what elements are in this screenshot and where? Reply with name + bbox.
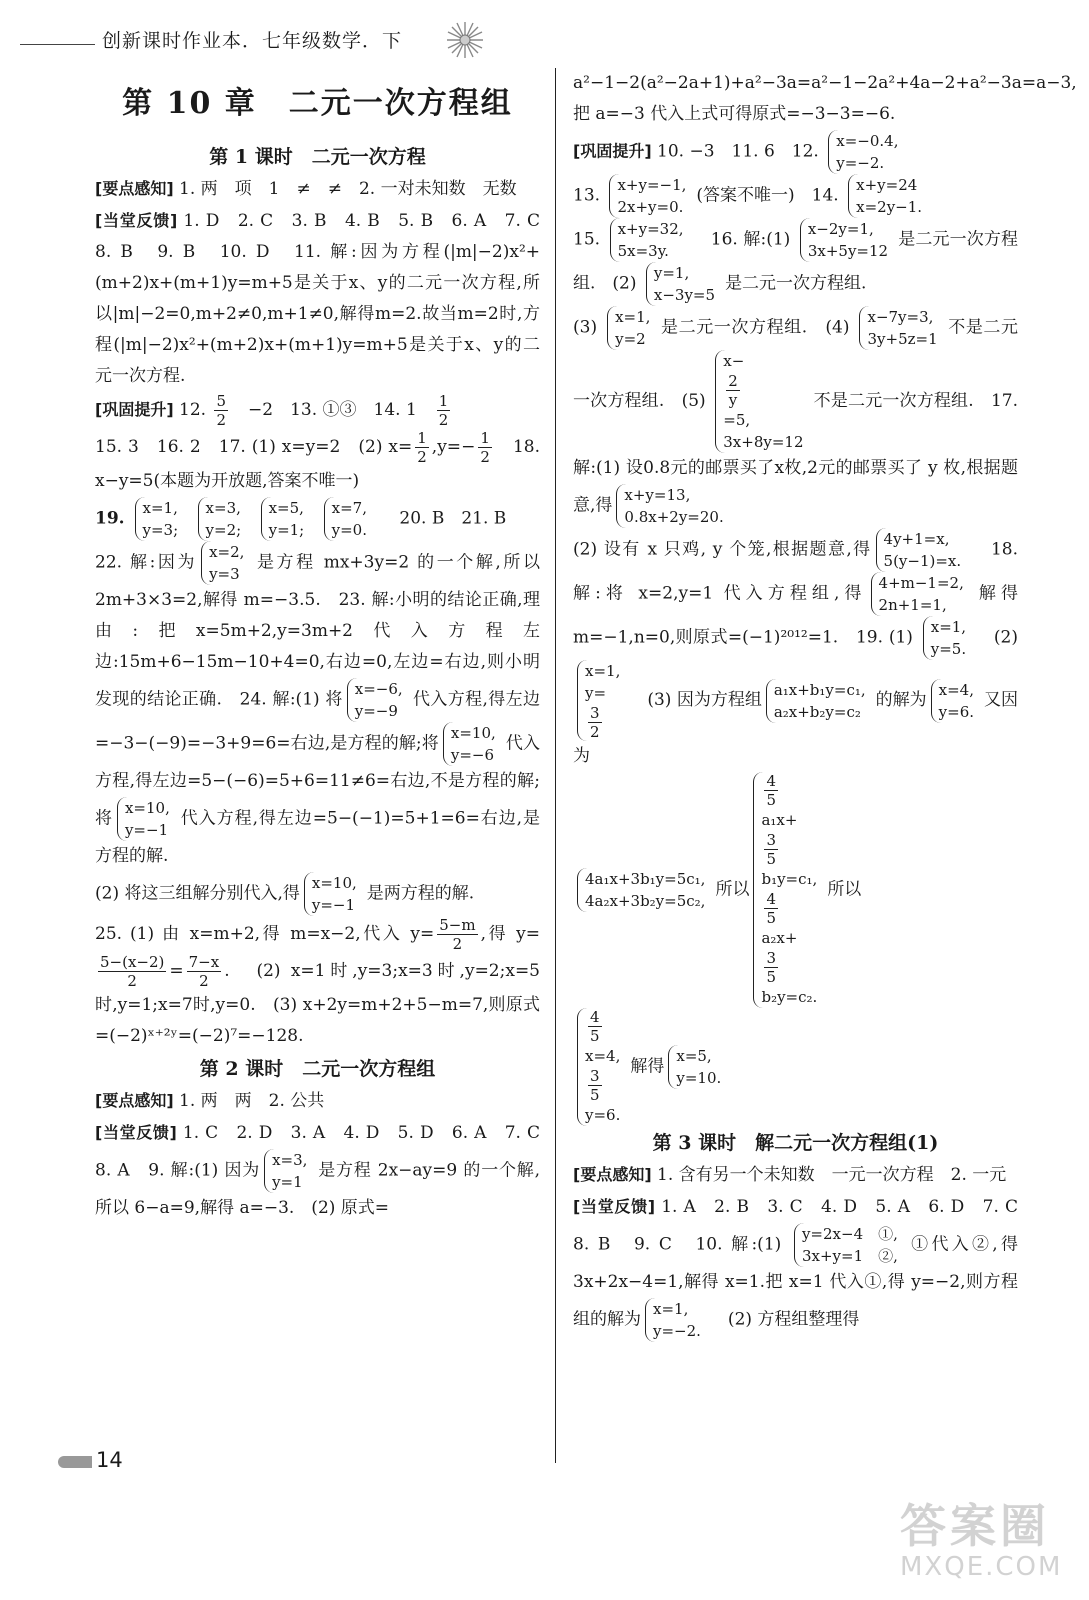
equation-system: x=7, y=0. <box>324 497 373 541</box>
equation-system: x=10, y=−1 <box>117 797 176 841</box>
lesson1-q22-24 <box>95 541 540 872</box>
answer-text: 解得 <box>630 1056 665 1077</box>
equation-system: x=1, y=3; <box>135 497 185 541</box>
lesson2-consolidate <box>573 130 1018 174</box>
answer-text: 不是二元一次方程组. (5) <box>573 317 1019 411</box>
answer-text: 1. C 2. D 3. A 4. D 5. D 6. A 7. C 8. A 9. 解:(1) 因为 <box>95 1123 557 1181</box>
section-label: [巩固提升] <box>95 400 174 419</box>
answer-text: 是方程 2x−ay=9 的一个解,所以 6−a=9,解得 a=−3. (2) 原式= <box>95 1160 540 1218</box>
lesson2-keypoints <box>95 1085 540 1117</box>
right-column <box>573 68 1077 1342</box>
answer-text: (3) 因为方程组 <box>630 690 762 710</box>
page-number: 14 <box>96 1448 123 1472</box>
equation-system: x=1, y= $\frac{3}{2}$ <box>577 660 626 741</box>
lesson1-q25 <box>95 916 540 1052</box>
lesson2-q16-3 <box>573 306 1018 528</box>
answer-text: 1. 两 两 2. 公共 <box>173 1091 325 1111</box>
section-label: [要点感知] <box>573 1165 652 1184</box>
answer-text: 1. 含有另一个未知数 一元一次方程 2. 一元 <box>651 1165 1007 1185</box>
answer-text: ,得 y= <box>480 924 541 944</box>
answer-text: 是二元一次方程组. (2) <box>573 229 1018 294</box>
page-tab-marker <box>58 1456 92 1468</box>
section-label: [巩固提升] <box>573 141 652 161</box>
equation-system: x=1, y=−2. <box>645 1298 707 1342</box>
answer-text: (2) 设有 x 只鸡, y 个笼,根据题意,得 <box>573 539 872 560</box>
answer-text: 所以 <box>715 879 750 900</box>
fraction: $\frac{1}{2}$ <box>480 429 490 466</box>
lesson3-feedback <box>573 1191 1035 1342</box>
lesson2-q13-14 <box>573 174 1018 218</box>
fraction: $\frac{5}{2}$ <box>216 392 227 429</box>
answer-text: 解得m=−1,n=0,则原式=(−1)²⁰¹²=1. 19. (1) <box>573 583 1019 648</box>
answer-text: − <box>461 437 476 457</box>
answer-text: 18. x−y=5(本题为开放题,答案不唯一) <box>95 437 540 491</box>
answer-text: 是二元一次方程组. (4) <box>660 317 856 338</box>
equation-system: x+y=13, 0.8x+2y=20. <box>616 484 729 528</box>
equation-system: y=1, x−3y=5 <box>646 262 721 306</box>
answer-text: 12. <box>173 400 212 420</box>
chapter-title: 第 10 章 二元一次方程组 <box>122 86 513 121</box>
answer-text: 是两方程的解. <box>366 883 475 904</box>
flower-icon <box>445 20 485 60</box>
lesson1-consolidate <box>95 392 540 429</box>
answer-text: 20. B 21. B <box>382 508 507 529</box>
answer-text: 不是二元一次方程组. 17. 解:(1) 设0.8元的邮票买了x枚,2元的邮票买了 y 枚,根据题意,得 <box>573 391 1018 516</box>
equation-system: x=−0.4, y=−2. <box>828 130 904 174</box>
header-rule <box>20 44 95 45</box>
header-title: 创新课时作业本．七年级数学．下 <box>102 30 403 52</box>
section-label: [要点感知] <box>95 1091 174 1110</box>
answer-text: −2 13. ①③ 14. 1 <box>231 400 434 420</box>
equation-system: x=10, y=−6 <box>443 722 502 766</box>
answer-text: ①代入②,得 3x+2x−4=1,解得 x=1.把 x=1 代入①,得 y=−2,则方程组的解为 <box>573 1234 1018 1330</box>
lesson-title-1: 第 1 课时 二元一次方程 <box>209 146 426 168</box>
equation-system: x−2y=1, 3x+5y=12 <box>800 218 894 262</box>
answer-text: 15. 3 16. 2 17. (1) x=y=2 (2) x= <box>95 437 413 457</box>
answer-text: = <box>169 961 184 981</box>
column-divider <box>555 68 556 1463</box>
answer-text: 1. A 2. B 3. C 4. D 5. A 6. D 7. C 8. B 9. C 10. 解:(1) <box>573 1197 1035 1255</box>
watermark-logo: 答案圈 MXQE.COM <box>900 1499 1063 1582</box>
equation-system: x+y=−1, 2x+y=0. <box>609 174 692 218</box>
section-label: [当堂反馈] <box>95 1123 177 1142</box>
page-header <box>20 14 490 54</box>
equation-system: x=1, y=2 <box>607 306 656 350</box>
answer-text: (答案不唯一) 14. <box>696 185 845 206</box>
lesson2-q9-cont: a²−1−2(a²−2a+1)+a²−3a=a²−1−2a²+4a−2+a²−3a=a−3,把 a=−3 代入上式可得原式=−3−3=−6. <box>573 73 1077 124</box>
equation-system: a₁x+b₁y=c₁, a₂x+b₂y=c₂ <box>766 679 872 723</box>
answer-text: 又因为 <box>573 690 1019 766</box>
answer-text: 22. 解:因为 <box>95 552 198 573</box>
answer-text: 的解为 <box>875 690 927 710</box>
answer-text: . (2) x=1时,y=3;x=3时,y=2;x=5时,y=1;x=7时,y=0. (3) x+2y=m+2+5−m=7,则原式=(−2)ˣ⁺²ʸ=(−2)⁷=−128. <box>95 961 540 1046</box>
answer-text: 代入方程,得左边=5−(−6)=5+6=11≠6=右边,不是方程的解;将 <box>95 733 540 829</box>
answer-text: ,y= <box>431 437 462 457</box>
equation-system: x=5, y=1; <box>261 497 311 541</box>
answer-text: 19. <box>95 508 131 529</box>
equation-system: x+y=32, 5x=3y. <box>610 218 690 262</box>
answer-text: (2) 将这三组解分别代入,得 <box>95 883 300 904</box>
lesson-title-2: 第 2 课时 二元一次方程组 <box>199 1058 436 1080</box>
equation-system: 4a₁x+3b₁y=5c₁, 4a₂x+3b₂y=5c₂, <box>577 868 711 912</box>
answer-text: 16. 解:(1) <box>693 229 796 250</box>
equation-system: x=4, y=6. <box>931 679 980 723</box>
answer-text: 1. 两 项 1 ≠ ≠ 2. 一对未知数 无数 <box>173 179 517 199</box>
lesson3-keypoints <box>573 1159 1018 1191</box>
answer-text: (2) <box>976 627 1018 648</box>
lesson-title-3: 第 3 课时 解二元一次方程组(1) <box>652 1132 939 1154</box>
equation-system: x=1, y=5. <box>923 616 972 660</box>
lesson1-feedback <box>95 205 557 392</box>
fraction: $\frac{5-m}{2}$ <box>439 916 476 953</box>
equation-system: 4y+1=x, 5(y−1)=x. <box>876 528 968 572</box>
answer-text: 25. (1) 由 x=m+2,得 m=x−2,代入 y= <box>95 924 435 944</box>
answer-text: 是二元一次方程组. <box>725 273 867 294</box>
equation-system: x− $\frac{2}{y}$ =5, 3x+8y=12 <box>715 350 809 453</box>
equation-system: 4+m−1=2, 2n+1=1, <box>871 572 970 616</box>
equation-system: x−7y=3, 3y+5z=1 <box>859 306 943 350</box>
section-label: [当堂反馈] <box>573 1197 656 1216</box>
fraction: $\frac{5-(x-2)}{2}$ <box>100 953 165 990</box>
equation-system: y=2x−4 ①, 3x+y=1 ②, <box>794 1223 904 1267</box>
equation-system: x=3, y=2; <box>198 497 248 541</box>
answer-text: 1. D 2. C 3. B 4. B 5. B 6. A 7. C 8. B 9. B 10. D 11. 解:因为方程(|m|−2)x²+(m+2)x+(m+1)y=m+5是关于x、y的二元一次方程,所以|m|−2=0,m+2≠0,m+1≠0,解得m=2.故当m=2时,方程(|m|−2)x²+(m+2)x+(m+1)y=m+5是关于x、y的二元一次方程. <box>95 211 557 386</box>
answer-text: 10. −3 11. 6 12. <box>651 141 825 162</box>
left-column <box>95 68 557 1224</box>
answer-text: 是方程 mx+3y=2 的一个解,所以2m+3×3=2,解得 m=−3.5. 23. 解:小明的结论正确,理由:把x=5m+2,y=3m+2代入方程左边:15m+6−15m−10+4=0,右边=0,左边=右边,则小明发现的结论正确. 24. 解:(1) 将 <box>95 552 540 710</box>
equation-system: x=2, y=3 <box>201 541 250 585</box>
answer-text: 13. <box>573 185 606 206</box>
answer-text: 15. <box>573 229 606 250</box>
lesson2-feedback <box>95 1117 557 1224</box>
lesson1-q15-18 <box>95 429 540 497</box>
equation-system: $\frac{4}{5}$ a₁x+ $\frac{3}{5}$ b₁y=c₁, $\frac{4}{5}$ a₂x+ $\frac{3}{5}$ b₂y=c₂. <box>753 772 823 1008</box>
fraction: $\frac{7-x}{2}$ <box>188 953 220 990</box>
equation-system: $\frac{4}{5}$ x=4, $\frac{3}{5}$ y=6. <box>577 1008 626 1126</box>
lesson2-q17-2 <box>573 528 1018 772</box>
section-label: [当堂反馈] <box>95 211 178 230</box>
equation-system: x=10, y=−1 <box>304 872 363 916</box>
lesson1-q19 <box>95 497 540 541</box>
answer-text: 代入方程,得左边=5−(−1)=5+1=6=右边,是方程的解. <box>95 808 540 866</box>
equation-system: x+y=24 x=2y−1. <box>848 174 928 218</box>
answer-text: 所以 <box>827 879 862 900</box>
lesson2-q19-3 <box>573 772 1018 1008</box>
lesson1-q24-2 <box>95 872 540 916</box>
equation-system: x=3, y=1 <box>264 1149 313 1193</box>
answer-text: 18. 解:将 x=2,y=1 代入方程组,得 <box>573 539 1018 604</box>
lesson2-q15-16 <box>573 218 1018 306</box>
answer-text: (2) 方程组整理得 <box>710 1309 860 1330</box>
lesson1-keypoints <box>95 173 540 205</box>
lesson2-q19-4 <box>573 1008 1018 1126</box>
equation-system: x=5, y=10. <box>668 1045 727 1089</box>
equation-system: x=−6, y=−9 <box>347 678 409 722</box>
fraction: $\frac{1}{2}$ <box>417 429 427 466</box>
answer-text: (3) <box>573 317 604 338</box>
answer-text: 代入方程,得左边=−3−(−9)=−3+9=6=右边,是方程的解;将 <box>95 689 540 754</box>
fraction: $\frac{1}{2}$ <box>438 392 449 429</box>
section-label: [要点感知] <box>95 179 174 198</box>
